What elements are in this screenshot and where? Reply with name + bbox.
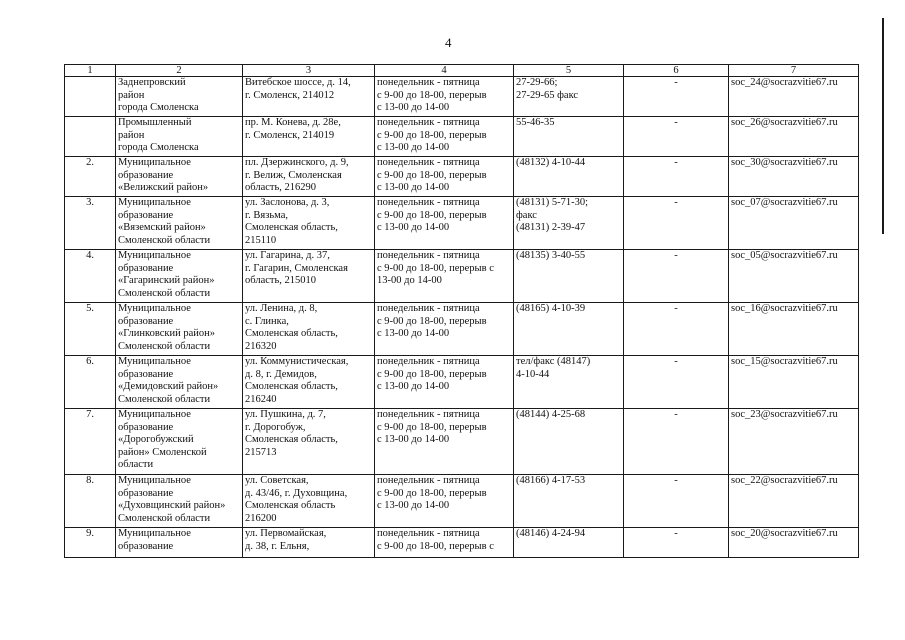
address-cell — [243, 356, 375, 409]
address-cell-line: г. Дорогобуж, — [245, 421, 306, 433]
address-cell — [243, 250, 375, 303]
address-cell-line: Смоленская область, — [245, 434, 338, 446]
address-cell-line: 216200 — [245, 512, 277, 524]
email-cell: soc_20@socrazvitie67.ru — [729, 528, 859, 558]
address-cell-line: ул. Первомайская, — [245, 528, 327, 539]
table-row — [65, 77, 859, 117]
organization-cell — [116, 117, 243, 157]
email-cell: soc_07@socrazvitie67.ru — [729, 197, 859, 250]
address-cell-line: ул. Коммунистическая, — [245, 356, 349, 367]
work-hours-cell — [375, 475, 514, 528]
work-hours-cell-line: 13-00 до 14-00 — [377, 275, 442, 287]
address-cell-line: г. Смоленск, 214012 — [245, 89, 335, 101]
work-hours-cell-line: с 9-00 до 18-00, перерыв с — [377, 262, 494, 274]
table-row — [65, 528, 859, 558]
column-6-cell: - — [624, 117, 729, 157]
address-cell-line: область, 215010 — [245, 275, 317, 287]
column-header: 5 — [514, 65, 624, 77]
phone-cell-line: (48132) 4-10-44 — [516, 157, 586, 168]
address-cell-line: 216320 — [245, 340, 277, 352]
column-6-cell: - — [624, 409, 729, 475]
row-number-cell: 8. — [65, 475, 116, 528]
organization-cell — [116, 409, 243, 475]
work-hours-cell — [375, 157, 514, 197]
organization-cell-line: области — [118, 459, 154, 471]
column-6-cell: - — [624, 197, 729, 250]
organization-cell-line: образование — [118, 169, 174, 181]
work-hours-cell-line: понедельник - пятница — [377, 197, 480, 208]
row-number-cell: 3. — [65, 197, 116, 250]
address-cell-line: 215713 — [245, 446, 277, 458]
organization-cell-line: образование — [118, 487, 174, 499]
contacts-table — [64, 64, 859, 558]
organization-cell-line: район» Смоленской — [118, 446, 207, 458]
address-cell-line: 216240 — [245, 393, 277, 405]
email-cell: soc_30@socrazvitie67.ru — [729, 157, 859, 197]
phone-cell — [514, 356, 624, 409]
phone-cell — [514, 117, 624, 157]
work-hours-cell-line: с 13-00 до 14-00 — [377, 434, 450, 446]
address-cell-line: пл. Дзержинского, д. 9, — [245, 157, 349, 168]
work-hours-cell-line: с 9-00 до 18-00, перерыв — [377, 421, 487, 433]
work-hours-cell-line: с 9-00 до 18-00, перерыв с — [377, 540, 494, 552]
address-cell-line: г. Гагарин, Смоленская — [245, 262, 348, 274]
phone-cell — [514, 77, 624, 117]
address-cell-line: д. 43/46, г. Духовщина, — [245, 487, 348, 499]
organization-cell — [116, 250, 243, 303]
organization-cell-line: Муниципальное — [118, 250, 191, 261]
column-6-cell: - — [624, 157, 729, 197]
organization-cell-line: Заднепровский — [118, 77, 186, 88]
column-header: 6 — [624, 65, 729, 77]
organization-cell — [116, 528, 243, 558]
work-hours-cell — [375, 528, 514, 558]
phone-cell-line: (48131) 2-39-47 — [516, 222, 586, 234]
address-cell-line: Смоленская область — [245, 500, 336, 512]
organization-cell-line: «Гагаринский район» — [118, 275, 215, 287]
organization-cell-line: Муниципальное — [118, 528, 191, 539]
organization-cell-line: «Дорогобужский — [118, 434, 194, 446]
organization-cell-line: Смоленской области — [118, 340, 211, 352]
address-cell-line: область, 216290 — [245, 182, 317, 194]
organization-cell-line: города Смоленска — [118, 102, 199, 114]
row-number-cell: 2. — [65, 157, 116, 197]
work-hours-cell — [375, 197, 514, 250]
work-hours-cell-line: с 9-00 до 18-00, перерыв — [377, 129, 487, 141]
organization-cell-line: «Глинковский район» — [118, 328, 215, 340]
address-cell-line: Смоленская область, — [245, 222, 338, 234]
table-row — [65, 475, 859, 528]
address-cell — [243, 77, 375, 117]
organization-cell — [116, 77, 243, 117]
work-hours-cell — [375, 77, 514, 117]
column-header: 4 — [375, 65, 514, 77]
work-hours-cell-line: понедельник - пятница — [377, 528, 480, 539]
phone-cell — [514, 303, 624, 356]
phone-cell-line: (48135) 3-40-55 — [516, 250, 586, 261]
row-number-cell: 7. — [65, 409, 116, 475]
phone-cell-line: 55-46-35 — [516, 117, 555, 128]
column-6-cell: - — [624, 77, 729, 117]
organization-cell — [116, 475, 243, 528]
phone-cell-line: (48146) 4-24-94 — [516, 528, 586, 539]
phone-cell-line: 27-29-66; — [516, 77, 558, 88]
phone-cell-line: (48165) 4-10-39 — [516, 303, 586, 314]
work-hours-cell-line: с 9-00 до 18-00, перерыв — [377, 209, 487, 221]
email-cell: soc_24@socrazvitie67.ru — [729, 77, 859, 117]
organization-cell-line: район — [118, 89, 145, 101]
row-number-cell: 4. — [65, 250, 116, 303]
phone-cell — [514, 197, 624, 250]
organization-cell-line: образование — [118, 421, 174, 433]
column-6-cell: - — [624, 303, 729, 356]
column-6-cell: - — [624, 475, 729, 528]
organization-cell-line: «Вяземский район» — [118, 222, 206, 234]
phone-cell-line: 27-29-65 факс — [516, 89, 579, 101]
organization-cell-line: «Демидовский район» — [118, 381, 219, 393]
row-number-cell: 5. — [65, 303, 116, 356]
work-hours-cell-line: понедельник - пятница — [377, 303, 480, 314]
organization-cell-line: образование — [118, 368, 174, 380]
work-hours-cell — [375, 356, 514, 409]
phone-cell — [514, 409, 624, 475]
work-hours-cell — [375, 409, 514, 475]
phone-cell — [514, 250, 624, 303]
organization-cell-line: города Смоленска — [118, 142, 199, 154]
work-hours-cell-line: понедельник - пятница — [377, 409, 480, 420]
organization-cell-line: Смоленской области — [118, 234, 211, 246]
organization-cell — [116, 157, 243, 197]
work-hours-cell-line: понедельник - пятница — [377, 117, 480, 128]
table-row — [65, 250, 859, 303]
column-6-cell: - — [624, 528, 729, 558]
organization-cell — [116, 303, 243, 356]
work-hours-cell-line: понедельник - пятница — [377, 250, 480, 261]
margin-edge-line — [882, 18, 884, 234]
row-number-cell: 9. — [65, 528, 116, 558]
phone-cell-line: факс — [516, 209, 537, 221]
page-number: 4 — [445, 35, 452, 50]
work-hours-cell-line: с 9-00 до 18-00, перерыв — [377, 315, 487, 327]
work-hours-cell-line: с 13-00 до 14-00 — [377, 381, 450, 393]
address-cell-line: г. Велиж, Смоленская — [245, 169, 342, 181]
organization-cell-line: Муниципальное — [118, 303, 191, 314]
email-cell: soc_23@socrazvitie67.ru — [729, 409, 859, 475]
address-cell-line: ул. Пушкина, д. 7, — [245, 409, 326, 420]
work-hours-cell — [375, 250, 514, 303]
address-cell — [243, 475, 375, 528]
phone-cell — [514, 528, 624, 558]
work-hours-cell-line: с 13-00 до 14-00 — [377, 142, 450, 154]
address-cell — [243, 303, 375, 356]
organization-cell-line: Смоленской области — [118, 512, 211, 524]
column-header: 2 — [116, 65, 243, 77]
organization-cell — [116, 197, 243, 250]
work-hours-cell-line: с 9-00 до 18-00, перерыв — [377, 169, 487, 181]
organization-cell-line: район — [118, 129, 145, 141]
phone-cell — [514, 157, 624, 197]
column-header: 1 — [65, 65, 116, 77]
organization-cell-line: «Духовщинский район» — [118, 500, 226, 512]
address-cell — [243, 157, 375, 197]
email-cell: soc_05@socrazvitie67.ru — [729, 250, 859, 303]
organization-cell-line: Муниципальное — [118, 409, 191, 420]
work-hours-cell-line: с 13-00 до 14-00 — [377, 328, 450, 340]
phone-cell-line: (48166) 4-17-53 — [516, 475, 586, 486]
work-hours-cell — [375, 117, 514, 157]
address-cell-line: Смоленская область, — [245, 381, 338, 393]
email-cell: soc_15@socrazvitie67.ru — [729, 356, 859, 409]
address-cell-line: Смоленская область, — [245, 328, 338, 340]
organization-cell-line: образование — [118, 315, 174, 327]
work-hours-cell-line: понедельник - пятница — [377, 157, 480, 168]
work-hours-cell-line: с 13-00 до 14-00 — [377, 182, 450, 194]
address-cell-line: пр. М. Конева, д. 28е, — [245, 117, 341, 128]
address-cell-line: ул. Заслонова, д. 3, — [245, 197, 330, 208]
row-number-cell: 6. — [65, 356, 116, 409]
address-cell-line: 215110 — [245, 234, 277, 246]
address-cell-line: с. Глинка, — [245, 315, 289, 327]
address-cell-line: д. 38, г. Ельня, — [245, 540, 310, 552]
address-cell-line: ул. Ленина, д. 8, — [245, 303, 318, 314]
table-row — [65, 409, 859, 475]
work-hours-cell-line: с 9-00 до 18-00, перерыв — [377, 89, 487, 101]
table-header-row — [65, 65, 859, 77]
phone-cell-line: (48131) 5-71-30; — [516, 197, 589, 208]
phone-cell-line: тел/факс (48147) — [516, 356, 591, 367]
address-cell — [243, 528, 375, 558]
address-cell-line: г. Смоленск, 214019 — [245, 129, 335, 141]
email-cell: soc_26@socrazvitie67.ru — [729, 117, 859, 157]
organization-cell-line: Муниципальное — [118, 356, 191, 367]
column-header: 3 — [243, 65, 375, 77]
phone-cell — [514, 475, 624, 528]
phone-cell-line: 4-10-44 — [516, 368, 550, 380]
table-row — [65, 117, 859, 157]
organization-cell — [116, 356, 243, 409]
work-hours-cell-line: понедельник - пятница — [377, 77, 480, 88]
address-cell — [243, 409, 375, 475]
organization-cell-line: Смоленской области — [118, 393, 211, 405]
organization-cell-line: образование — [118, 540, 174, 552]
organization-cell-line: образование — [118, 209, 174, 221]
work-hours-cell-line: с 9-00 до 18-00, перерыв — [377, 487, 487, 499]
column-header: 7 — [729, 65, 859, 77]
table-body — [65, 77, 859, 558]
organization-cell-line: Смоленской области — [118, 287, 211, 299]
organization-cell-line: образование — [118, 262, 174, 274]
row-number-cell — [65, 77, 116, 117]
email-cell: soc_22@socrazvitie67.ru — [729, 475, 859, 528]
work-hours-cell-line: с 13-00 до 14-00 — [377, 102, 450, 114]
work-hours-cell-line: понедельник - пятница — [377, 475, 480, 486]
row-number-cell — [65, 117, 116, 157]
table-row — [65, 157, 859, 197]
table-row — [65, 356, 859, 409]
address-cell — [243, 117, 375, 157]
address-cell-line: ул. Гагарина, д. 37, — [245, 250, 330, 261]
organization-cell-line: Промышленный — [118, 117, 192, 128]
organization-cell-line: Муниципальное — [118, 157, 191, 168]
work-hours-cell-line: понедельник - пятница — [377, 356, 480, 367]
address-cell-line: д. 8, г. Демидов, — [245, 368, 317, 380]
organization-cell-line: Муниципальное — [118, 475, 191, 486]
address-cell-line: г. Вязьма, — [245, 209, 288, 221]
work-hours-cell-line: с 9-00 до 18-00, перерыв — [377, 368, 487, 380]
organization-cell-line: Муниципальное — [118, 197, 191, 208]
column-6-cell: - — [624, 356, 729, 409]
address-cell-line: ул. Советская, — [245, 475, 309, 486]
address-cell-line: Витебское шоссе, д. 14, — [245, 77, 351, 88]
work-hours-cell-line: с 13-00 до 14-00 — [377, 222, 450, 234]
work-hours-cell — [375, 303, 514, 356]
phone-cell-line: (48144) 4-25-68 — [516, 409, 586, 420]
email-cell: soc_16@socrazvitie67.ru — [729, 303, 859, 356]
column-6-cell: - — [624, 250, 729, 303]
address-cell — [243, 197, 375, 250]
work-hours-cell-line: с 13-00 до 14-00 — [377, 500, 450, 512]
table-row — [65, 197, 859, 250]
table-row — [65, 303, 859, 356]
organization-cell-line: «Велижский район» — [118, 182, 209, 194]
